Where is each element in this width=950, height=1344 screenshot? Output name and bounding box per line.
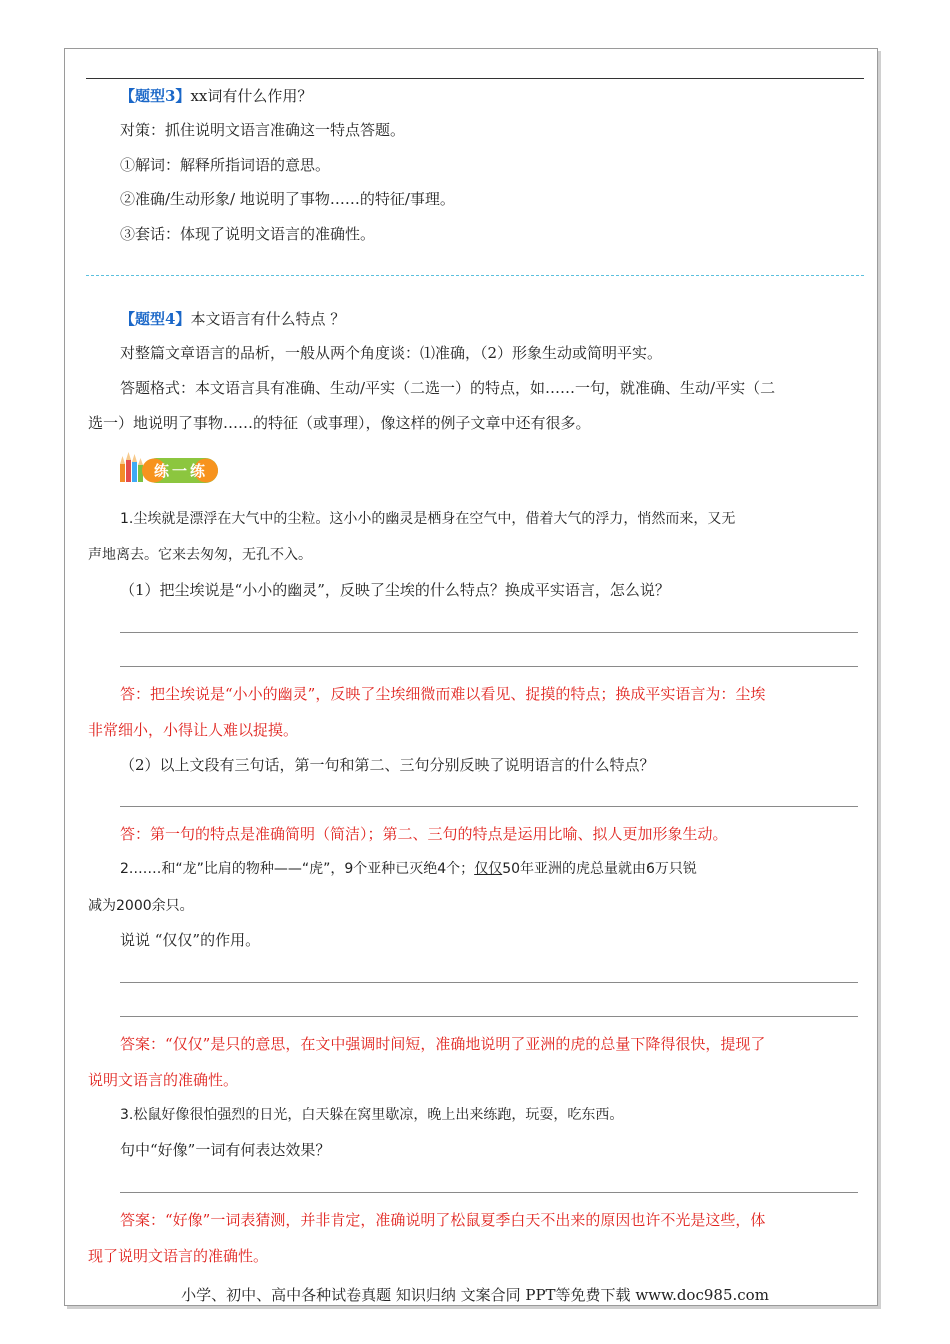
q2-text: 减为2000余只。 (88, 898, 194, 914)
section3-tag: 【题型3】 (120, 87, 191, 105)
answer-line (120, 1192, 858, 1193)
answer-line (120, 806, 858, 807)
section3-line: ②准确/生动形象/ 地说明了事物……的特征/事理。 (120, 190, 455, 208)
section3-heading (120, 86, 312, 106)
pencil-icon (120, 464, 125, 482)
q2-answer: 说明文语言的准确性。 (88, 1071, 239, 1089)
answer-line (120, 632, 858, 633)
q1-answer1: 非常细小，小得让人难以捉摸。 (88, 721, 299, 739)
q3-prompt: 句中“好像”一词有何表达效果？ (120, 1141, 331, 1159)
q2-prompt: 说说 “仅仅”的作用。 (120, 931, 261, 949)
q1-text: 1.尘埃就是漂浮在大气中的尘粒。这小小的幽灵是栖身在空气中，借着大气的浮力，悄然而来，又无 (120, 511, 736, 527)
answer-line (120, 1016, 858, 1017)
section4-heading (120, 309, 345, 329)
section4-line: 选一）地说明了事物……的特征（或事理），像这样的例子文章中还有很多。 (88, 414, 591, 432)
q3-text: 3.松鼠好像很怕强烈的日光，白天躲在窝里歇凉，晚上出来练跑，玩耍，吃东西。 (120, 1107, 624, 1123)
section4-title: 本文语言有什么特点 ？ (190, 310, 346, 328)
q1-answer1: 答：把尘埃说是“小小的幽灵”，反映了尘埃细微而难以看见、捉摸的特点；换成平实语言为：尘埃 (120, 685, 766, 703)
q2-text-post: 50年亚洲的虎总量就由6万只锐 (502, 861, 697, 877)
q2-text (120, 859, 697, 879)
q1-sub1: （1）把尘埃说是“小小的幽灵”，反映了尘埃的什么特点？换成平实语言，怎么说？ (120, 581, 670, 599)
pencil-icon (138, 465, 143, 482)
section4-line: 答题格式：本文语言具有准确、生动/平实（二选一）的特点，如……一句，就准确、生动/平实（二 (120, 379, 776, 397)
q1-sub2: （2）以上文段有三句话，第一句和第二、三句分别反映了说明语言的什么特点？ (120, 756, 655, 774)
section3-line: ①解词：解释所指词语的意思。 (120, 156, 331, 174)
page-footer: 小学、初中、高中各种试卷真题 知识归纳 文案合同 PPT等免费下载 www.doc985.com (181, 1286, 769, 1304)
q2-text-pre: 2.……和“龙”比肩的物种——“虎”，9个亚种已灭绝4个； (120, 861, 475, 877)
section3-line: 对策：抓住说明文语言准确这一特点答题。 (120, 121, 406, 139)
q1-text: 声地离去。它来去匆匆，无孔不入。 (88, 547, 312, 563)
answer-line (120, 666, 858, 667)
q2-underlined-word: 仅仅 (474, 861, 503, 877)
badge-label: 练一练 (153, 462, 209, 480)
section4-tag: 【题型4】 (120, 310, 191, 328)
header-rule (86, 78, 864, 79)
section3-title: xx词有什么作用？ (190, 87, 313, 105)
section4-line: 对整篇文章语言的品析，一般从两个角度谈：⑴准确，（2）形象生动或简明平实。 (120, 344, 663, 362)
q3-answer: 答案：“好像”一词表猜测，并非肯定，准确说明了松鼠夏季白天不出来的原因也许不光是这些，体 (120, 1211, 766, 1229)
answer-line (120, 982, 858, 983)
pencil-icon (126, 460, 131, 482)
q2-answer: 答案：“仅仅”是只的意思，在文中强调时间短，准确地说明了亚洲的虎的总量下降得很快，提现了 (120, 1035, 766, 1053)
pencil-icon (132, 462, 137, 482)
q1-answer2: 答：第一句的特点是准确简明（简洁）；第二、三句的特点是运用比喻、拟人更加形象生动。 (120, 825, 728, 843)
q3-answer: 现了说明文语言的准确性。 (88, 1247, 269, 1265)
practice-badge (118, 450, 226, 486)
section3-line: ③套话：体现了说明文语言的准确性。 (120, 225, 376, 243)
section-divider (86, 275, 864, 276)
